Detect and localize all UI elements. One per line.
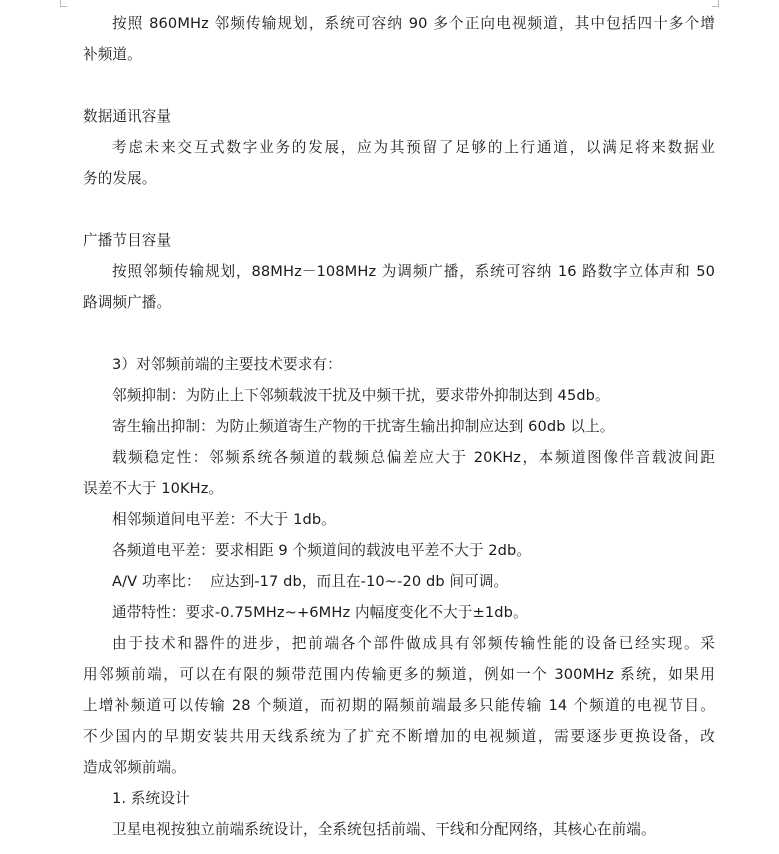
blank-line [83, 318, 715, 349]
paragraph-line: 不少国内的早期安装共用天线系统为了扩充不断增加的电视频道，需要逐步更换设备，改 [83, 728, 715, 745]
paragraph-line: 误差不大于 10KHz。 [83, 480, 224, 497]
paragraph-line: 由于技术和器件的进步，把前端各个部件做成具有邻频传输性能的设备已经实现。采 [112, 635, 715, 652]
paragraph-line: 载频稳定性：邻频系统各频道的载频总偏差应大于 20KHz，本频道图像伴音载波间距 [112, 449, 715, 466]
paragraph-line: 卫星电视按独立前端系统设计，全系统包括前端、干线和分配网络，其核心在前端。 [112, 821, 656, 838]
document-body [83, 8, 715, 845]
paragraph-line: 补频道。 [83, 46, 142, 63]
page-corner-mark-left [60, 0, 67, 7]
paragraph-line: 各频道电平差：要求相距 9 个频道间的载波电平差不大于 2db。 [112, 542, 532, 559]
paragraph-line: 务的发展。 [83, 170, 157, 187]
paragraph-line: 考虑未来交互式数字业务的发展，应为其预留了足够的上行通道，以满足将来数据业 [112, 139, 715, 156]
paragraph-line: 按照邻频传输规划，88MHz－108MHz 为调频广播，系统可容纳 16 路数字立体声和 50 [112, 263, 715, 280]
paragraph-line: 造成邻频前端。 [83, 759, 186, 776]
section-heading: 数据通讯容量 [83, 108, 172, 125]
section-heading: 广播节目容量 [83, 232, 172, 249]
paragraph-line: 上增补频道可以传输 28 个频道，而初期的隔频前端最多只能传输 14 个频道的电视节目。 [83, 697, 715, 714]
blank-line [83, 194, 715, 225]
paragraph-line: 路调频广播。 [83, 294, 172, 311]
paragraph-line: 通带特性：要求-0.75MHz~+6MHz 内幅度变化不大于±1db。 [112, 604, 528, 621]
paragraph-line: 相邻频道间电平差：不大于 1db。 [112, 511, 336, 528]
paragraph-line: 寄生输出抑制：为防止频道寄生产物的干扰寄生输出抑制应达到 60db 以上。 [112, 418, 615, 435]
paragraph-line: A/V 功率比： 应达到-17 db，而且在-10~-20 db 间可调。 [112, 573, 509, 590]
page-corner-mark-right [712, 0, 719, 7]
blank-line [83, 70, 715, 101]
section-heading: 1. 系统设计 [112, 790, 190, 807]
paragraph-line: 按照 860MHz 邻频传输规划，系统可容纳 90 多个正向电视频道，其中包括四十多个增 [112, 15, 715, 32]
paragraph-line: 用邻频前端，可以在有限的频带范围内传输更多的频道，例如一个 300MHz 系统，如果用 [83, 666, 715, 683]
section-heading: 3）对邻频前端的主要技术要求有： [112, 356, 342, 373]
paragraph-line: 邻频抑制：为防止上下邻频载波干扰及中频干扰，要求带外抑制达到 45db。 [112, 387, 610, 404]
